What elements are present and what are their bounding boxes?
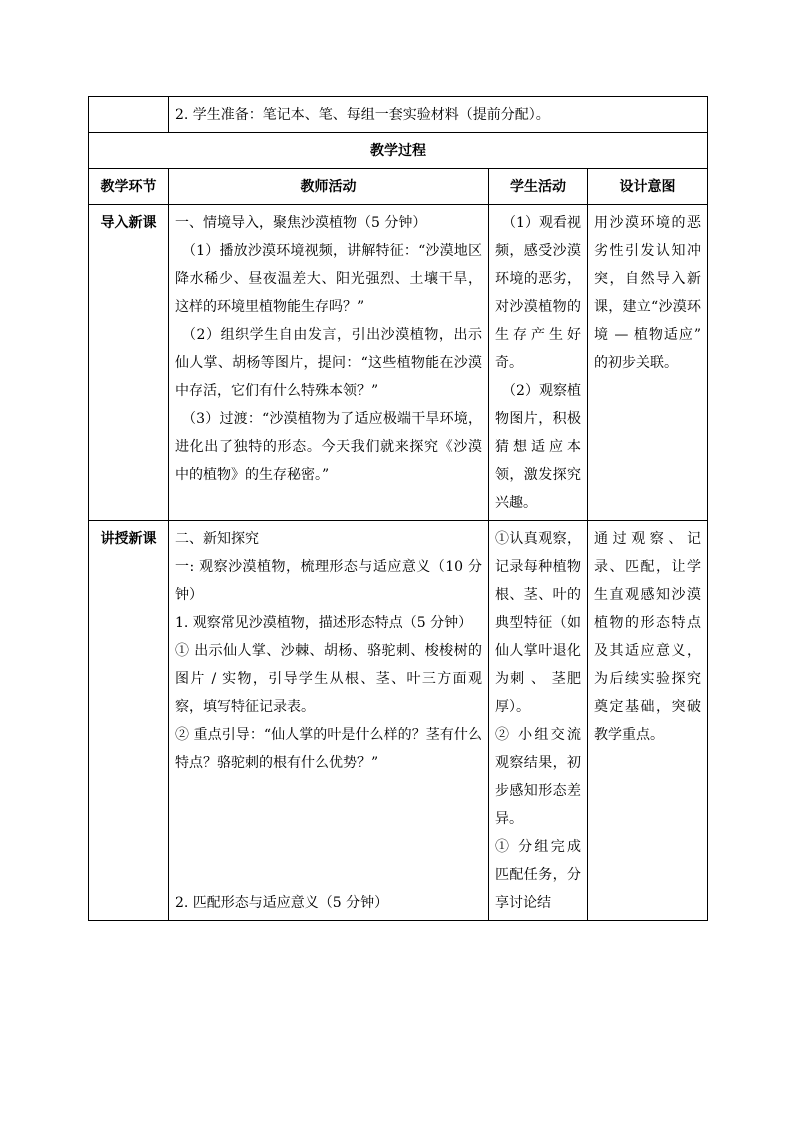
teacher-activity-intro <box>169 205 489 521</box>
teacher-step: （2）组织学生自由发言，引出沙漠植物，出示仙人掌、胡杨等图片，提问：“这些植物能在沙漠中存活，它们有什么特殊本领？” <box>175 327 482 399</box>
design-intent-new-lesson: 通过观察、记录、匹配，让学生直观感知沙漠植物的形态特点及其适应意义，为后续实验探究奠定基础，突破教学重点。 <box>588 521 708 921</box>
design-intent-intro: 用沙漠环境的恶劣性引发认知冲突，自然导入新课，建立“沙漠环境 — 植物适应” 的初步关联。 <box>588 205 708 521</box>
teacher-step: （1）播放沙漠环境视频，讲解特征：“沙漠地区降水稀少、昼夜温差大、阳光强烈、土壤干旱，这样的环境里植物能生存吗？” <box>175 243 482 315</box>
section-title: 教学过程 <box>89 133 708 169</box>
teacher-step: 2. 匹配形态与适应意义（5 分钟） <box>175 895 389 911</box>
student-step: （2）观察植物图片，积极猜想适应本领，激发探究兴趣。 <box>495 383 581 511</box>
student-preparation: 2. 学生准备：笔记本、笔、每组一套实验材料（提前分配）。 <box>169 97 708 133</box>
teacher-step: 一、情境导入，聚焦沙漠植物（5 分钟） <box>175 215 427 231</box>
stage-new-lesson: 讲授新课 <box>89 521 169 921</box>
teacher-step: （3）过渡：“沙漠植物为了适应极端干旱环境，进化出了独特的形态。今天我们就来探究《沙漠中的植物》的生存秘密。” <box>175 411 482 483</box>
header-teacher: 教师活动 <box>169 169 489 205</box>
teacher-step: ② 重点引导：“仙人掌的叶是什么样的？茎有什么特点？骆驼刺的根有什么优势？” <box>175 727 482 771</box>
preparation-blank-cell <box>89 97 169 133</box>
preparation-row <box>89 97 708 133</box>
student-step: ② 小组交流观察结果，初步感知形态差异。 <box>495 727 581 827</box>
table-row-new-lesson <box>89 521 708 921</box>
student-activity-intro <box>489 205 588 521</box>
section-title-row <box>89 133 708 169</box>
header-stage: 教学环节 <box>89 169 169 205</box>
header-student: 学生活动 <box>489 169 588 205</box>
student-step: （1）观看视频，感受沙漠环境的恶劣，对沙漠植物的生存产生好奇。 <box>495 215 581 371</box>
teacher-step: 1. 观察常见沙漠植物，描述形态特点（5 分钟） <box>175 615 473 631</box>
student-step: ① 分组完成匹配任务，分享讨论结 <box>495 839 581 911</box>
header-intent: 设计意图 <box>588 169 708 205</box>
teacher-step: 二、新知探究 <box>175 531 259 547</box>
teacher-activity-new-lesson <box>169 521 489 921</box>
header-row <box>89 169 708 205</box>
teacher-step: 一: 观察沙漠植物，梳理形态与适应意义（10 分钟） <box>175 559 482 603</box>
lesson-plan-table <box>88 96 708 921</box>
table-row-intro <box>89 205 708 521</box>
blank-space <box>175 777 482 889</box>
student-step: ①认真观察，记录每种植物根、茎、叶的典型特征（如仙人掌叶退化为刺 、 茎肥厚）。 <box>495 531 581 715</box>
teacher-step: ① 出示仙人掌、沙棘、胡杨、骆驼刺、梭梭树的图片 / 实物，引导学生从根、茎、叶三方面观察，填写特征记录表。 <box>175 643 482 715</box>
stage-intro: 导入新课 <box>89 205 169 521</box>
student-activity-new-lesson <box>489 521 588 921</box>
